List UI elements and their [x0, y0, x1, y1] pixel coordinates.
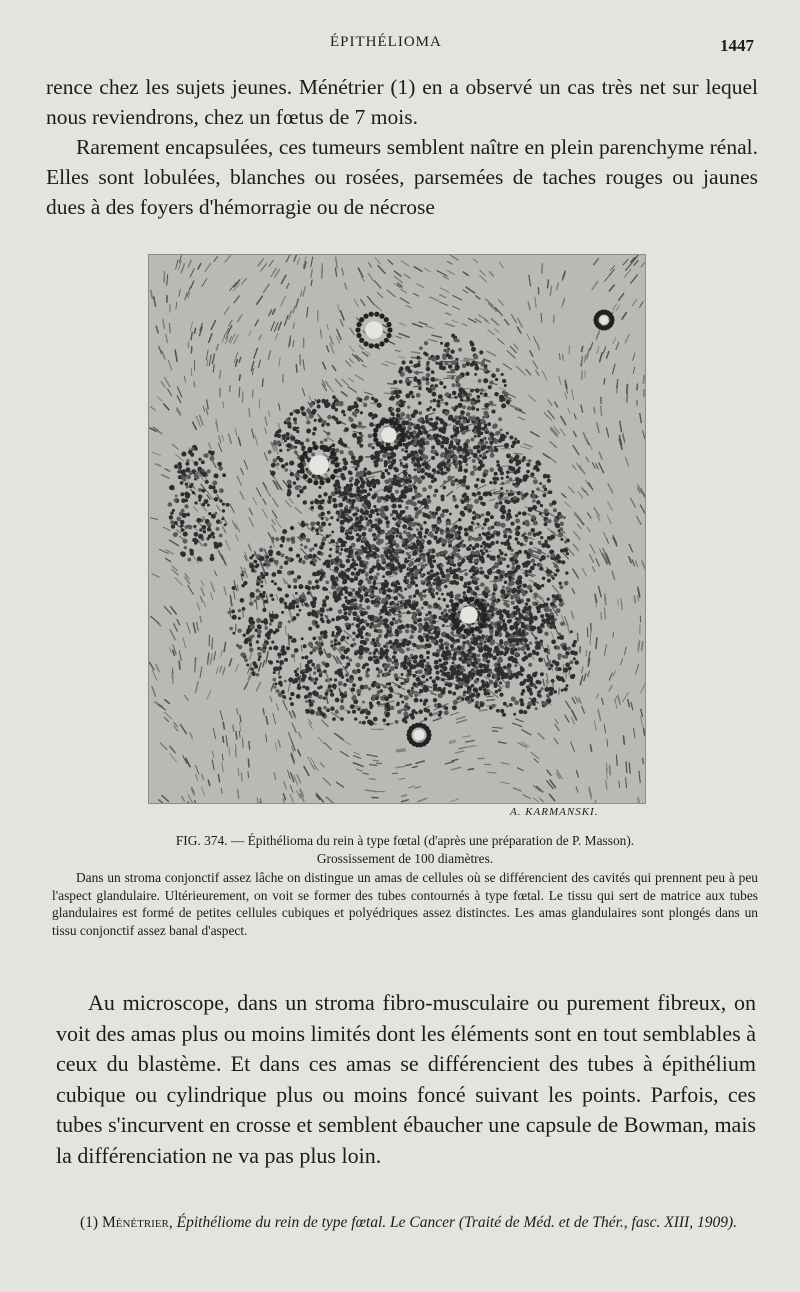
- footnote-title: Épithéliome du rein de type fœtal. Le Cancer: [176, 1214, 456, 1231]
- caption-title: FIG. 374. — Épithélioma du rein à type fœtal (d'après une préparation de P. Masson).: [175, 833, 635, 848]
- illustrator-signature: A. KARMANSKI.: [510, 806, 599, 818]
- main-text-block: [56, 988, 756, 1171]
- microscope-paragraph: Au microscope, dans un stroma fibro-musculaire ou purement fibreux, on voit des amas plus ou moins limités dont les éléments sont en tout semblables à ceux du blastème. Et dans ces amas se différencient des tubes à épithélium cubique ou cylindrique plus ou moins foncé suivant les points. Parfois, ces tubes s'incurvent en crosse et semblent ébaucher une capsule de Bowman, mais la différenciation ne va pas plus loin.: [56, 990, 756, 1168]
- continuation-paragraph: rence chez les sujets jeunes. Ménétrier (1) en a observé un cas très net sur lequel nous reviendrons, chez un fœtus de 7 mois.: [46, 75, 758, 129]
- figure-caption: [52, 832, 758, 939]
- histology-drawing: [149, 255, 645, 803]
- caption-text: Dans un stroma conjonctif assez lâche on distingue un amas de cellules où se différencient des cavités qui prennent peu à peu l'aspect glandulaire. Ultérieurement, on voit se former des tubes contournés à type fœtal. Le tissu qui sert de matrice aux tubes glandulaires est formé de petites cellules cubiques et polyédriques assez distinctes. Les amas glandulaires sont plongés dans un tissu conjonctif assez banal d'aspect.: [52, 870, 758, 938]
- footnote: [56, 1212, 756, 1233]
- tumor-description-paragraph: Rarement encapsulées, ces tumeurs semblent naître en plein parenchyme rénal. Elles sont lobulées, blanches ou rosées, parsemées de taches rouges ou jaunes dues à des foyers d'hémorragie ou de nécrose: [46, 135, 758, 219]
- running-title: ÉPITHÉLIOMA: [330, 34, 442, 50]
- histology-illustration: [148, 254, 646, 804]
- page-header: [0, 34, 800, 58]
- top-text-block: [46, 72, 758, 222]
- footnote-author: Ménétrier,: [101, 1214, 173, 1231]
- caption-subtitle: Grossissement de 100 diamètres.: [316, 850, 494, 866]
- footnote-reference: (Traité de Méd. et de Thér., fasc. XIII, 1909).: [458, 1214, 737, 1231]
- page-number: 1447: [720, 36, 754, 55]
- footnote-marker: (1): [80, 1214, 99, 1231]
